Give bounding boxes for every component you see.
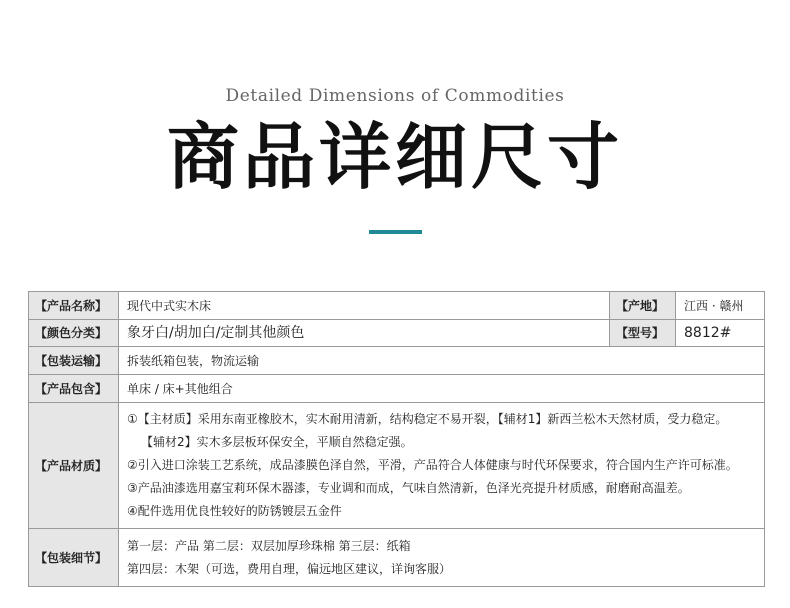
origin-value: 江西 · 赣州 [676,292,765,320]
shipping-label: 【包装运输】 [29,347,119,375]
table-row [29,529,765,587]
spec-table [28,291,765,587]
shipping-value: 拆装纸箱包装，物流运输 [119,347,765,375]
page-subtitle: Detailed Dimensions of Commodities [225,86,565,106]
material-value [119,403,765,529]
material-line: ①【主材质】采用东南亚橡胶木，实木耐用清新，结构稳定不易开裂，【辅材1】新西兰松木天然材质，受力稳定。 [127,412,728,426]
accent-bar [369,230,422,234]
material-line: 【辅材2】实木多层板环保安全，平顺自然稳定强。 [141,435,413,449]
table-row [29,375,765,403]
includes-label: 【产品包含】 [29,375,119,403]
material-line: ④配件选用优良性较好的防锈镀层五金件 [127,504,342,518]
material-line: ②引入进口涂装工艺系统，成品漆膜色泽自然，平滑，产品符合人体健康与时代环保要求，符合国内生产许可标准。 [127,458,738,472]
table-row [29,347,765,375]
color-value: 象牙白/胡加白/定制其他颜色 [119,320,610,347]
product-name-label: 【产品名称】 [29,292,119,320]
table-row [29,403,765,529]
packaging-line: 第一层：产品 第二层：双层加厚珍珠棉 第三层：纸箱 [127,538,411,553]
material-line: ③产品油漆选用嘉宝莉环保木器漆，专业调和而成，气味自然清新，色泽光亮提升材质感，耐磨耐高温差。 [127,481,690,495]
table-row [29,320,765,347]
origin-label: 【产地】 [610,292,676,320]
packaging-value [119,529,765,587]
product-name-value: 现代中式实木床 [119,292,610,320]
page-title: 商品详细尺寸 [166,114,623,199]
table-row [29,292,765,320]
packaging-label: 【包装细节】 [29,529,119,587]
model-label: 【型号】 [610,320,676,347]
color-label: 【颜色分类】 [29,320,119,347]
packaging-line: 第四层：木架（可选，费用自理，偏远地区建议，详询客服） [127,561,452,576]
includes-value: 单床 / 床+其他组合 [119,375,765,403]
material-label: 【产品材质】 [29,403,119,529]
model-value: 8812# [676,320,765,347]
